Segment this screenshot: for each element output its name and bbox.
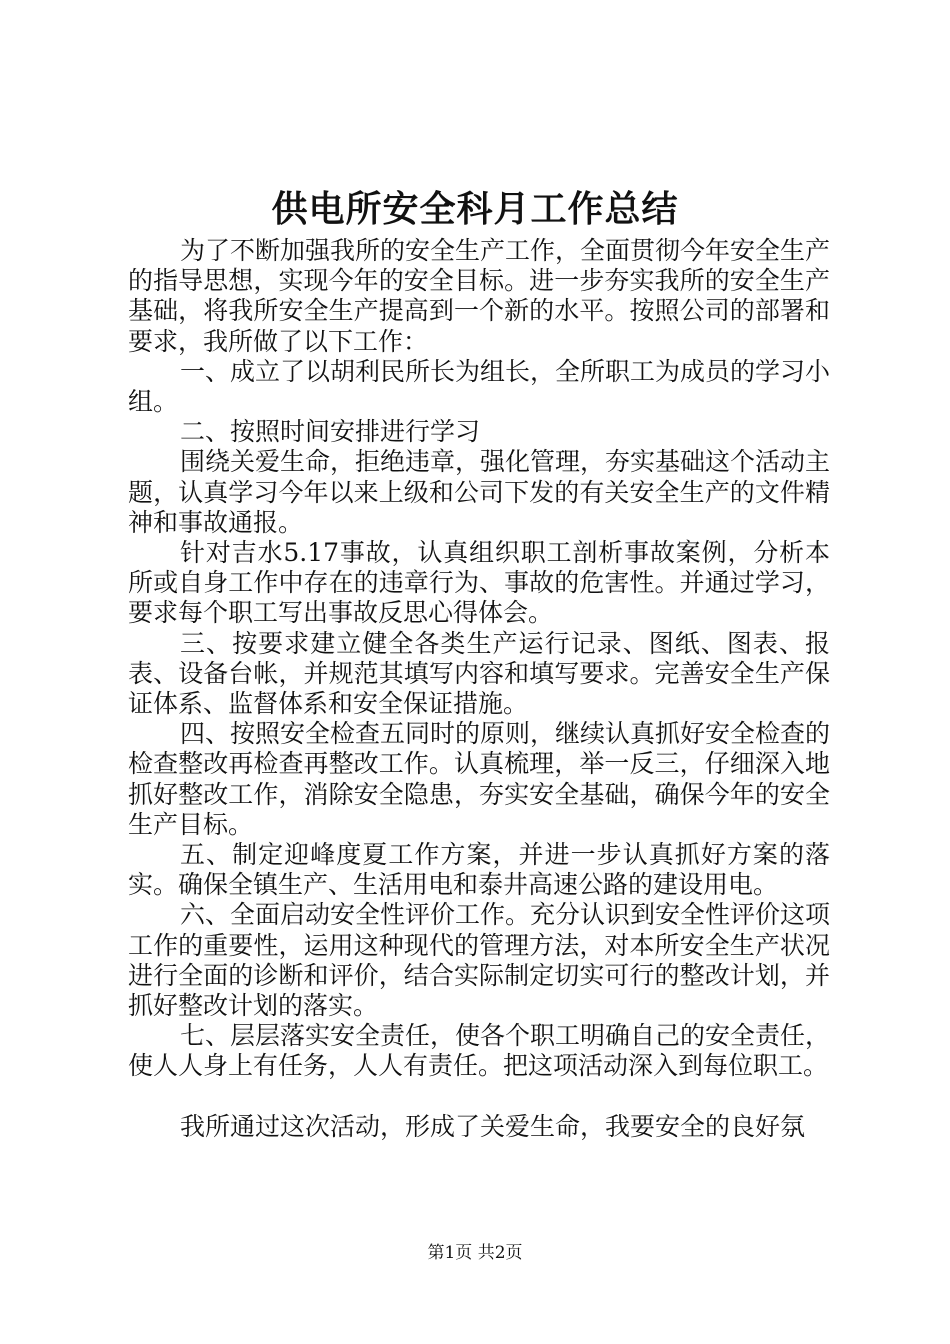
paragraph-accident-analysis: 针对吉水5.17事故，认真组织职工剖析事故案例，分析本所或自身工作中存在的违章行为、事故的危害性。并通过学习，要求每个职工写出事故反思心得体会。 — [128, 538, 830, 628]
paragraph-item-2: 二、按照时间安排进行学习 — [180, 417, 481, 447]
paragraph-item-4: 四、按照安全检查五同时的原则，继续认真抓好安全检查的检查整改再检查再整改工作。认真梳理，举一反三，仔细深入地抓好整改工作，消除安全隐患，夯实安全基础，确保今年的安全生产目标。 — [128, 719, 831, 839]
page-footer: 第1页 共2页 — [427, 1243, 523, 1263]
paragraph-item-6: 六、全面启动安全性评价工作。充分认识到安全性评价这项工作的重要性，运用这种现代的管理方法，对本所安全生产状况进行全面的诊断和评价，结合实际制定切实可行的整改计划，并抓好整改计划的落实。 — [128, 900, 831, 1021]
paragraph-item-5: 五、制定迎峰度夏工作方案，并进一步认真抓好方案的落实。确保全镇生产、生活用电和泰井高速公路的建设用电。 — [128, 840, 830, 900]
document-title: 供电所安全科月工作总结 — [271, 188, 679, 230]
paragraph-item-7: 七、层层落实安全责任，使各个职工明确自己的安全责任，使人人身上有任务，人人有责任。把这项活动深入到每位职工。 — [128, 1021, 831, 1081]
paragraph-spacer — [128, 1082, 830, 1112]
paragraph-intro: 为了不断加强我所的安全生产工作，全面贯彻今年安全生产的指导思想，实现今年的安全目标。进一步夯实我所的安全生产基础，将我所安全生产提高到一个新的水平。按照公司的部署和要求，我所做了以下工作： — [128, 236, 831, 356]
paragraph-conclusion: 我所通过这次活动，形成了关爱生命，我要安全的良好氛 — [180, 1111, 806, 1141]
paragraph-study-theme: 围绕关爱生命，拒绝违章，强化管理，夯实基础这个活动主题，认真学习今年以来上级和公司下发的有关安全生产的文件精神和事故通报。 — [128, 447, 831, 537]
paragraph-item-1: 一、成立了以胡利民所长为组长，全所职工为成员的学习小组。 — [128, 356, 831, 417]
paragraph-item-3: 三、按要求建立健全各类生产运行记录、图纸、图表、报表、设备台帐，并规范其填写内容和填写要求。完善安全生产保证体系、监督体系和安全保证措施。 — [128, 628, 830, 719]
document-body — [128, 236, 830, 1142]
